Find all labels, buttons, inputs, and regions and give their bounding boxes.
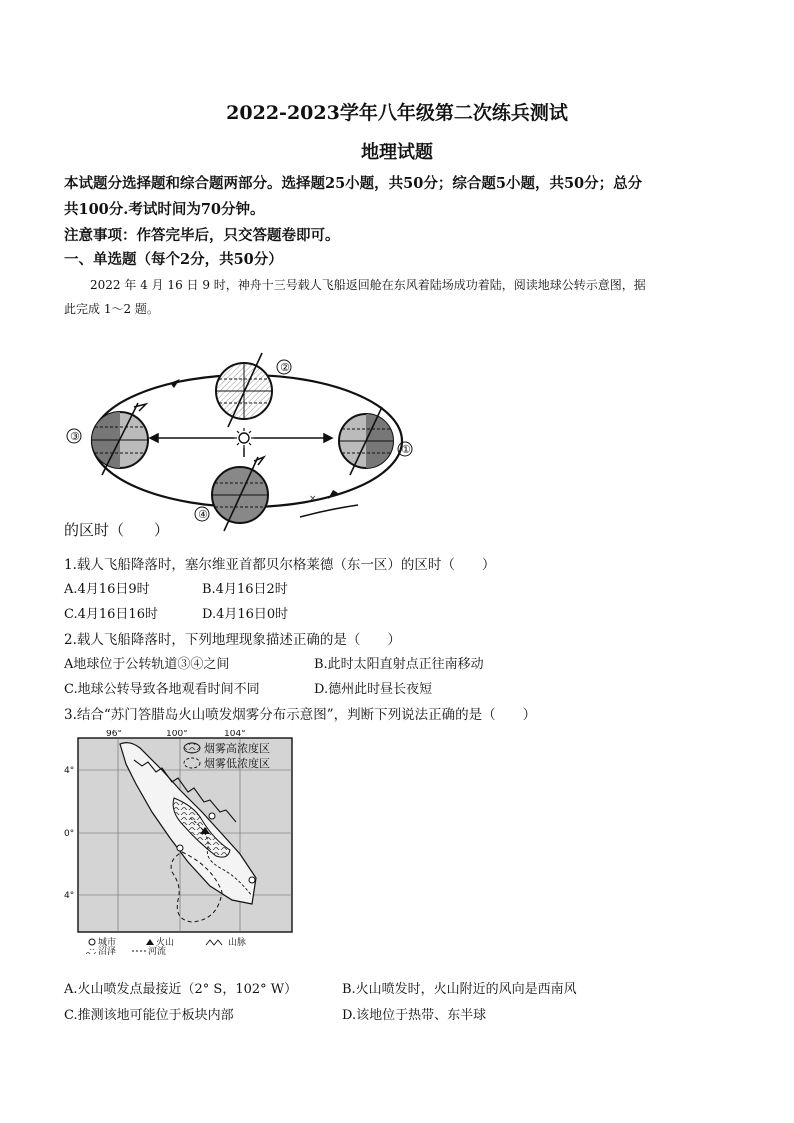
orbit-arrow-icon	[170, 379, 180, 388]
sun-icon	[234, 428, 254, 448]
question-2-stem: 2.载人飞船降落时，下列地理现象描述正确的是（ ）	[64, 632, 401, 648]
lat-label-4n: 4°	[64, 766, 75, 776]
passage-line-1: 2022 年 4 月 16 日 9 时，神舟十三号载人飞船返回舱在东风着陆场成功着陆，阅读地球公转示意图，据	[90, 278, 646, 292]
section-heading: 一、单选题（每个2分，共50分）	[64, 251, 283, 268]
exam-subtitle: 地理试题	[361, 142, 433, 163]
earth-orbit-diagram	[62, 345, 422, 535]
legend-city: 城市	[98, 938, 117, 948]
q3-option-d[interactable]: D.该地位于热带、东半球	[342, 1008, 487, 1023]
svg-text:×: ×	[309, 494, 317, 504]
question-3-stem: 3.结合“苏门答腊岛火山喷发烟雾分布示意图”，判断下列说法正确的是（ ）	[64, 707, 537, 723]
city-marker	[249, 877, 255, 883]
question-1-stem: 1.载人飞船降落时，塞尔维亚首都贝尔格莱德（东一区）的区时（ ）	[64, 557, 496, 573]
q2-option-a[interactable]: A地球位于公转轨道③④之间	[64, 657, 230, 672]
sumatra-smoke-map	[62, 730, 302, 955]
lat-label-0: 0°	[64, 829, 75, 839]
q1-option-d[interactable]: D.4月16日0时	[202, 607, 289, 622]
intro-line-2: 共100分.考试时间为70分钟。	[64, 201, 265, 218]
label-1: ①	[401, 443, 411, 456]
city-marker	[209, 813, 215, 819]
lon-label-104: 104°	[224, 730, 246, 739]
legend-river: 河流	[148, 947, 167, 955]
exam-title: 2022-2023学年八年级第二次练兵测试	[226, 102, 568, 124]
label-3: ③	[70, 430, 80, 443]
legend-swamp: 沼泽	[98, 947, 117, 955]
legend-mountain: 山脉	[228, 938, 247, 948]
passage-line-2: 此完成 1～2 题。	[64, 302, 159, 316]
q1-option-c[interactable]: C.4月16日16时	[64, 607, 158, 622]
fragment-text: 的区时（ ）	[64, 521, 170, 539]
q2-option-c[interactable]: C.地球公转导致各地观看时间不同	[64, 682, 260, 697]
intro-line-1: 本试题分选择题和综合题两部分。选择题25小题，共50分；综合题5小题，共50分；总分	[64, 175, 643, 192]
notice-line: 注意事项：作答完毕后，只交答题卷即可。	[64, 227, 340, 244]
q3-option-a[interactable]: A.火山喷发点最接近（2° S，102° W）	[64, 982, 298, 997]
q1-option-b[interactable]: B.4月16日2时	[202, 582, 288, 597]
earth-position-1	[339, 407, 393, 475]
q3-option-b[interactable]: B.火山喷发时，火山附近的风向是西南风	[342, 982, 577, 997]
label-4: ④	[198, 508, 208, 521]
earth-position-2	[216, 353, 272, 427]
legend-low-smoke: 烟雾低浓度区	[204, 757, 270, 770]
earth-position-3	[92, 403, 148, 475]
lon-label-100: 100°	[166, 730, 188, 739]
city-marker	[177, 845, 183, 851]
label-2: ②	[280, 361, 290, 374]
q3-option-c[interactable]: C.推测该地可能位于板块内部	[64, 1008, 234, 1023]
earth-position-4	[212, 457, 268, 531]
lat-label-4s: 4°	[64, 891, 75, 901]
q2-option-b[interactable]: B.此时太阳直射点正往南移动	[314, 657, 484, 672]
q2-option-d[interactable]: D.德州此时昼长夜短	[314, 682, 433, 697]
pen-scribble	[300, 505, 358, 517]
q1-option-a[interactable]: A.4月16日9时	[64, 582, 150, 597]
lon-label-96: 96°	[106, 730, 122, 739]
legend-volcano: 火山	[156, 938, 175, 948]
legend-high-smoke: 烟雾高浓度区	[204, 742, 270, 755]
